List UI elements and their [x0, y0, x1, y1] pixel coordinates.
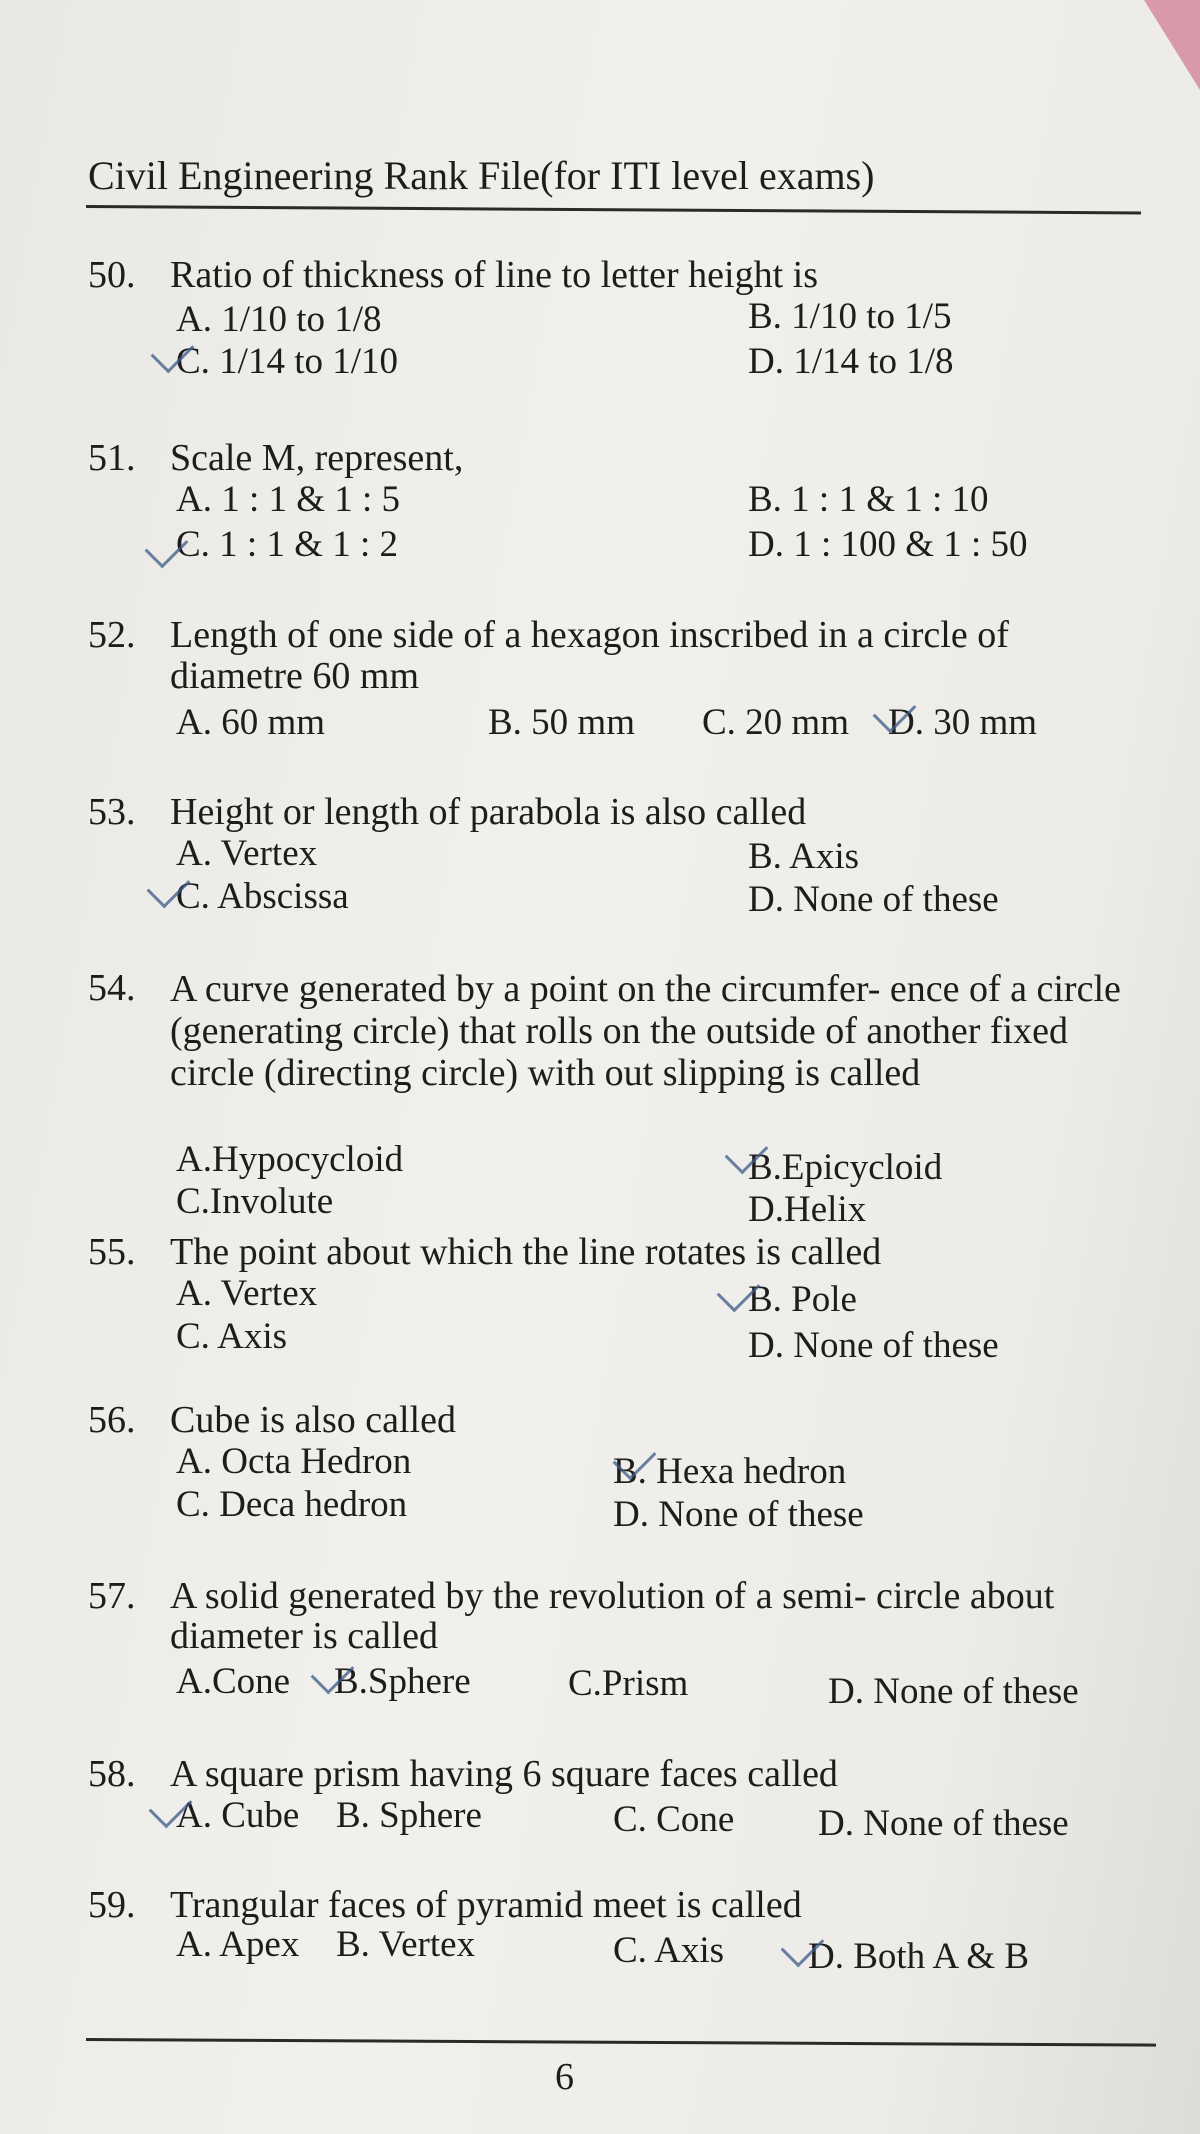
- footer-divider: [86, 2038, 1156, 2047]
- option-c: C. Axis: [613, 1930, 725, 1971]
- question-text: Cube is also called: [170, 1399, 456, 1441]
- option-c: C. Cone: [613, 1799, 735, 1840]
- question-text: Scale M, represent,: [170, 437, 464, 479]
- option-d: D. None of these: [828, 1671, 1079, 1712]
- page-number: 6: [555, 2056, 574, 2098]
- option-d: D. None of these: [613, 1494, 864, 1535]
- option-c: C. Deca hedron: [176, 1484, 408, 1525]
- option-c: C. 1/14 to 1/10: [176, 341, 399, 382]
- option-a: A. Vertex: [176, 833, 318, 874]
- question-number: 53.: [88, 791, 136, 833]
- question-number: 57.: [88, 1575, 136, 1617]
- question-number: 54.: [88, 967, 136, 1009]
- option-a: A.Cone: [176, 1661, 291, 1702]
- option-c: C. 20 mm: [702, 702, 849, 743]
- option-b: B. Axis: [748, 836, 860, 877]
- option-d: D. None of these: [748, 1325, 999, 1366]
- option-b: B. Hexa hedron: [613, 1451, 847, 1492]
- option-b: B. Vertex: [336, 1924, 476, 1965]
- option-a: A. 1 : 1 & 1 : 5: [176, 479, 401, 520]
- option-a: A. Octa Hedron: [176, 1441, 412, 1482]
- option-d: D. 30 mm: [888, 702, 1038, 743]
- option-b: B. Sphere: [336, 1795, 482, 1836]
- option-b: B. 1/10 to 1/5: [748, 296, 952, 337]
- option-b: B. 1 : 1 & 1 : 10: [748, 479, 989, 520]
- question-text: A square prism having 6 square faces called: [170, 1753, 838, 1795]
- option-d: D.Helix: [748, 1189, 867, 1230]
- question-text: The point about which the line rotates is called: [170, 1231, 882, 1273]
- option-d: D. Both A & B: [808, 1936, 1030, 1977]
- option-d: D. None of these: [818, 1803, 1069, 1844]
- option-c: C. Axis: [176, 1316, 288, 1357]
- question-number: 56.: [88, 1399, 136, 1441]
- header-divider: [86, 205, 1141, 214]
- question-number: 58.: [88, 1753, 136, 1795]
- option-a: A.Hypocycloid: [176, 1139, 404, 1180]
- background-corner: [1130, 0, 1200, 90]
- question-number: 59.: [88, 1884, 136, 1926]
- question-text: A curve generated by a point on the circumfer- ence of a circle (generating circle) that rolls on the outside of another fixed circle (directing circle) with out slipping is called: [170, 968, 1121, 1094]
- question-text: Trangular faces of pyramid meet is called: [170, 1884, 802, 1926]
- question-text: Ratio of thickness of line to letter height is: [170, 254, 818, 296]
- question-text: Length of one side of a hexagon inscribed in a circle of diametre 60 mm: [170, 614, 1009, 697]
- question-text: Height or length of parabola is also called: [170, 791, 807, 833]
- option-a: A. Apex: [176, 1924, 300, 1965]
- option-a: A. Cube: [176, 1795, 300, 1836]
- option-d: D. 1 : 100 & 1 : 50: [748, 524, 1028, 565]
- option-a: A. Vertex: [176, 1273, 318, 1314]
- option-c: C.Involute: [176, 1181, 334, 1222]
- option-b: B. Pole: [748, 1279, 857, 1320]
- option-d: D. 1/14 to 1/8: [748, 341, 954, 382]
- question-number: 51.: [88, 437, 136, 479]
- option-d: D. None of these: [748, 879, 999, 920]
- option-c: C. 1 : 1 & 1 : 2: [176, 524, 399, 565]
- option-b: B.Epicycloid: [748, 1147, 943, 1188]
- option-c: C. Abscissa: [176, 876, 349, 917]
- question-number: 52.: [88, 614, 136, 656]
- question-text: A solid generated by the revolution of a semi- circle about diameter is called: [170, 1575, 1055, 1657]
- page-header: Civil Engineering Rank File(for ITI level exams): [88, 153, 875, 198]
- option-c: C.Prism: [568, 1663, 689, 1704]
- question-number: 50.: [88, 254, 136, 296]
- question-number: 55.: [88, 1231, 136, 1273]
- option-a: A. 60 mm: [176, 702, 326, 743]
- option-b: B. 50 mm: [488, 702, 635, 743]
- option-a: A. 1/10 to 1/8: [176, 299, 382, 340]
- option-b: B.Sphere: [334, 1661, 471, 1702]
